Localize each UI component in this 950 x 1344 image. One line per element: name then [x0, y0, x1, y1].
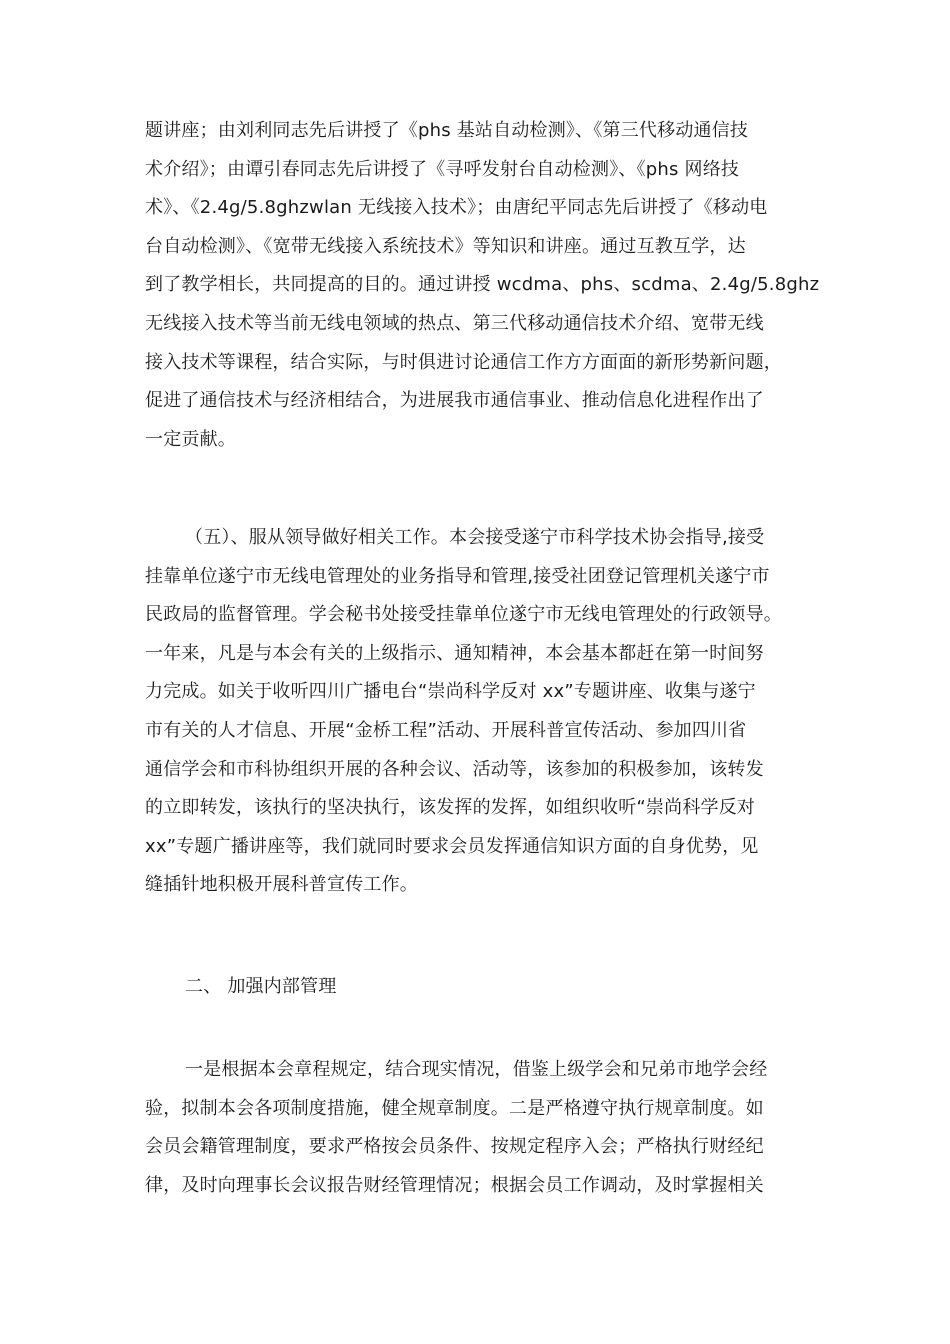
text-line: 一是根据本会章程规定，结合现实情况，借鉴上级学会和兄弟市地学会经: [185, 1059, 768, 1080]
text-line: 市有关的人才信息、开展“金桥工程”活动、开展科普宣传活动、参加四川省: [145, 719, 747, 741]
text-line: 民政局的监督管理。学会秘书处接受挂靠单位遂宁市无线电管理处的行政领导。: [145, 604, 782, 626]
section-heading: 二、 加强内部管理: [185, 976, 337, 997]
text-line: 促进了通信技术与经济相结合，为进展我市通信事业、推动信息化进程作出了: [145, 390, 764, 412]
text-line: 会员会籍管理制度，要求严格按会员条件、按规定程序入会；严格执行财经纪: [145, 1136, 764, 1158]
text-line: 验，拟制本会各项制度措施，健全规章制度。二是严格遵守执行规章制度。如: [145, 1097, 764, 1119]
paragraph-lecture-summary: [145, 112, 820, 459]
text-line: 一定贡献。: [145, 428, 236, 450]
text-line: （五）、服从领导做好相关工作。本会接受遂宁市科学技术协会指导,接受: [185, 527, 765, 548]
text-line: 无线接入技术等当前无线电领域的热点、第三代移动通信技术介绍、宽带无线: [145, 312, 764, 334]
text-line: 的立即转发，该执行的坚决执行，该发挥的发挥，如组织收听“崇尚科学反对: [145, 797, 756, 819]
text-line: 力完成。如关于收听四川广播电台“崇尚科学反对 xx”专题讲座、收集与遂宁: [145, 681, 756, 703]
text-line: 律，及时向理事长会议报告财经管理情况；根据会员工作调动，及时掌握相关: [145, 1174, 764, 1196]
paragraph-leadership-work: [145, 519, 805, 905]
text-line: 接入技术等课程，结合实际，与时俱进讨论通信工作方方面面的新形势新问题，: [145, 351, 782, 373]
text-line: 挂靠单位遂宁市无线电管理处的业务指导和管理,接受社团登记管理机关遂宁市: [145, 565, 770, 587]
text-line: 术》、《2.4g/5.8ghzwlan 无线接入技术》；由唐纪平同志先后讲授了《移动电: [145, 197, 768, 219]
section-heading-internal-management: [145, 968, 805, 1007]
paragraph-internal-rules: [145, 1051, 805, 1205]
text-line: 术介绍》；由谭引春同志先后讲授了《寻呼发射台自动检测》、《phs 网络技: [145, 158, 740, 180]
text-line: 到了教学相长，共同提高的目的。通过讲授 wcdma、phs、scdma、2.4g/5.8ghz: [145, 274, 820, 296]
text-line: 题讲座；由刘利同志先后讲授了《phs 基站自动检测》、《第三代移动通信技: [145, 120, 749, 141]
text-line: xx”专题广播讲座等，我们就同时要求会员发挥通信知识方面的自身优势，见: [145, 835, 759, 857]
text-line: 缝插针地积极开展科普宣传工作。: [145, 874, 418, 896]
text-line: 一年来，凡是与本会有关的上级指示、通知精神，本会基本都赶在第一时间努: [145, 642, 764, 664]
text-line: 通信学会和市科协组织开展的各种会议、活动等，该参加的积极参加，该转发: [145, 758, 764, 780]
text-line: 台自动检测》、《宽带无线接入系统技术》等知识和讲座。通过互教互学，达: [145, 235, 746, 257]
